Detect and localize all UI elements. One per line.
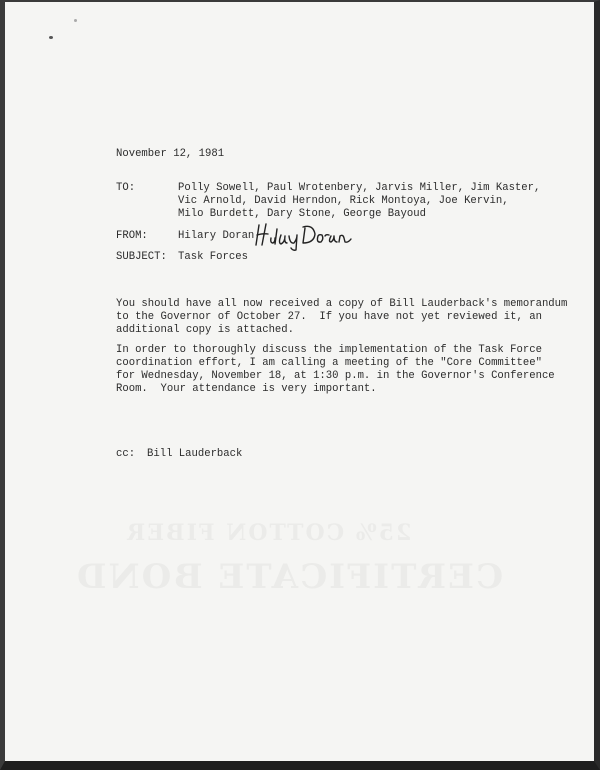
subject-value: Task Forces [178,251,248,263]
paragraph-2-line-4: Room. Your attendance is very important. [116,383,377,395]
handwritten-signature [253,221,353,251]
paragraph-1-line-1: You should have all now received a copy of Bill Lauderback's memorandum [116,298,568,310]
memo-date: November 12, 1981 [116,148,225,160]
paragraph-2-line-2: coordination effort, I am calling a meeting of the "Core Committee" [116,357,542,369]
from-value: Hilary Doran [178,230,255,242]
paper-watermark: CERTIFICATE BOND [75,557,504,597]
paragraph-1-line-2: to the Governor of October 27. If you have not yet reviewed it, an [116,311,542,323]
from-label: FROM: [116,230,148,242]
to-recipients-line-3: Milo Burdett, Dary Stone, George Bayoud [178,208,426,220]
subject-label: SUBJECT: [116,251,167,263]
paragraph-2-line-3: for Wednesday, November 18, at 1:30 p.m. in the Governor's Conference [116,370,555,382]
paragraph-1-line-3: additional copy is attached. [116,324,295,336]
paper-watermark: 25% COTTON FIBER [125,520,412,546]
to-recipients-line-1: Polly Sowell, Paul Wrotenbery, Jarvis Miller, Jim Kaster, [178,182,541,194]
punch-mark [74,19,77,22]
cc-label: cc: [116,448,136,460]
paragraph-2-line-1: In order to thoroughly discuss the implementation of the Task Force [116,344,542,356]
punch-mark [49,36,53,39]
to-label: TO: [116,182,136,194]
to-recipients-line-2: Vic Arnold, David Herndon, Rick Montoya, Joe Kervin, [178,195,509,207]
cc-value: Bill Lauderback [147,448,243,460]
